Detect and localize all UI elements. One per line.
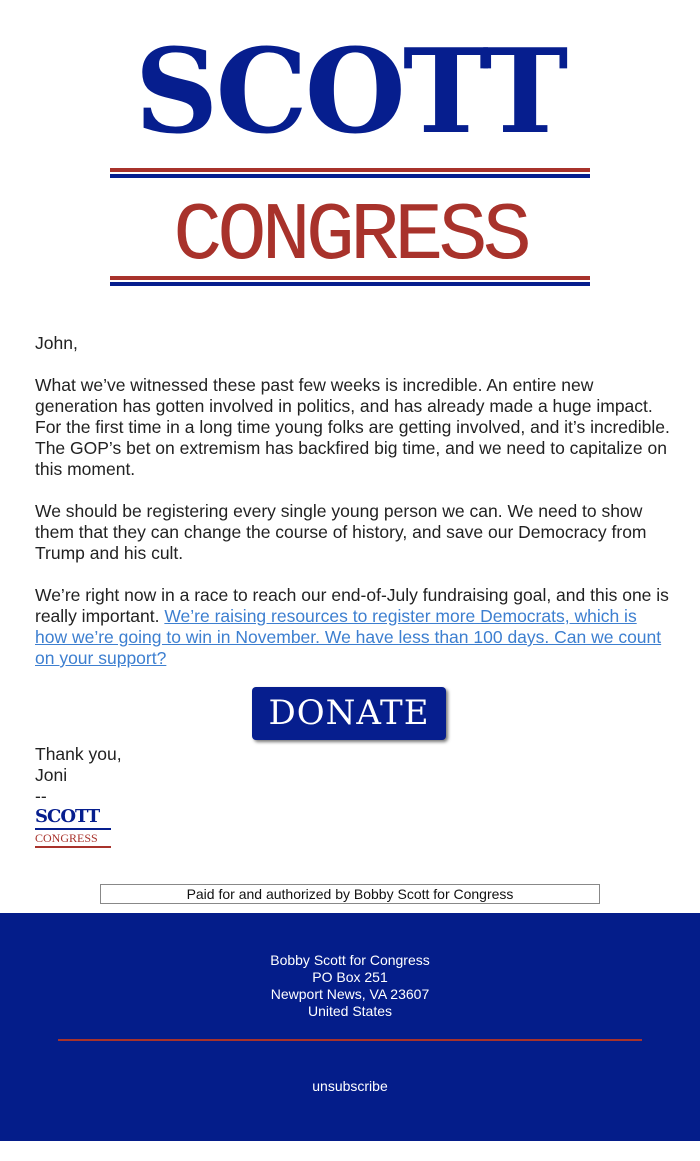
paragraph-3 xyxy=(35,585,670,669)
donate-button[interactable]: DONATE xyxy=(252,687,446,740)
scott-congress-logo xyxy=(110,22,590,292)
greeting: John, xyxy=(35,333,78,353)
mini-logo-congress: CONGRESS xyxy=(35,830,111,848)
footer-org: Bobby Scott for Congress xyxy=(270,952,430,968)
logo-congress-text: CONGRESS xyxy=(173,190,527,283)
logo-stripe-bottom xyxy=(110,276,590,286)
paragraph-1: What we’ve witnessed these past few weeks is incredible. An entire new generation has gotten involved in politics, and has already made a huge impact. For the first time in a long time young folks are getting involved, and it’s incredible. The GOP’s bet on extremism has backfired big time, and we need to capitalize on this moment. xyxy=(35,375,670,479)
paragraph-2: We should be registering every single young person we can. We need to show them that they can change the course of history, and save our Democracy from Trump and his cult. xyxy=(35,501,647,563)
email-body xyxy=(35,333,670,690)
footer-po-box: PO Box 251 xyxy=(312,969,388,985)
signature-dash: -- xyxy=(35,786,47,806)
mini-logo-scott: SCOTT xyxy=(35,806,111,830)
paid-for-disclaimer: Paid for and authorized by Bobby Scott for Congress xyxy=(100,884,600,904)
logo-stripe-top xyxy=(110,168,590,178)
footer xyxy=(0,913,700,1141)
support-link[interactable]: We’re raising resources to register more Democrats, which is how we’re going to win in November. We have less than 100 days. Can we count on your support? xyxy=(35,606,662,668)
unsubscribe-link[interactable]: unsubscribe xyxy=(312,1078,388,1094)
logo-scott-text: SCOTT xyxy=(134,24,566,160)
signer-name: Joni xyxy=(35,765,68,785)
footer-country: United States xyxy=(307,1003,393,1019)
mini-logo[interactable] xyxy=(35,806,111,848)
closing: Thank you, xyxy=(35,744,122,764)
footer-divider xyxy=(58,1039,642,1041)
signature xyxy=(35,744,122,807)
footer-city: Newport News, VA 23607 xyxy=(270,986,430,1002)
paragraph-3-text: We’re right now in a race to reach our end-of-July fundraising goal, and this one is really important. xyxy=(35,585,669,626)
footer-address xyxy=(0,952,700,1020)
